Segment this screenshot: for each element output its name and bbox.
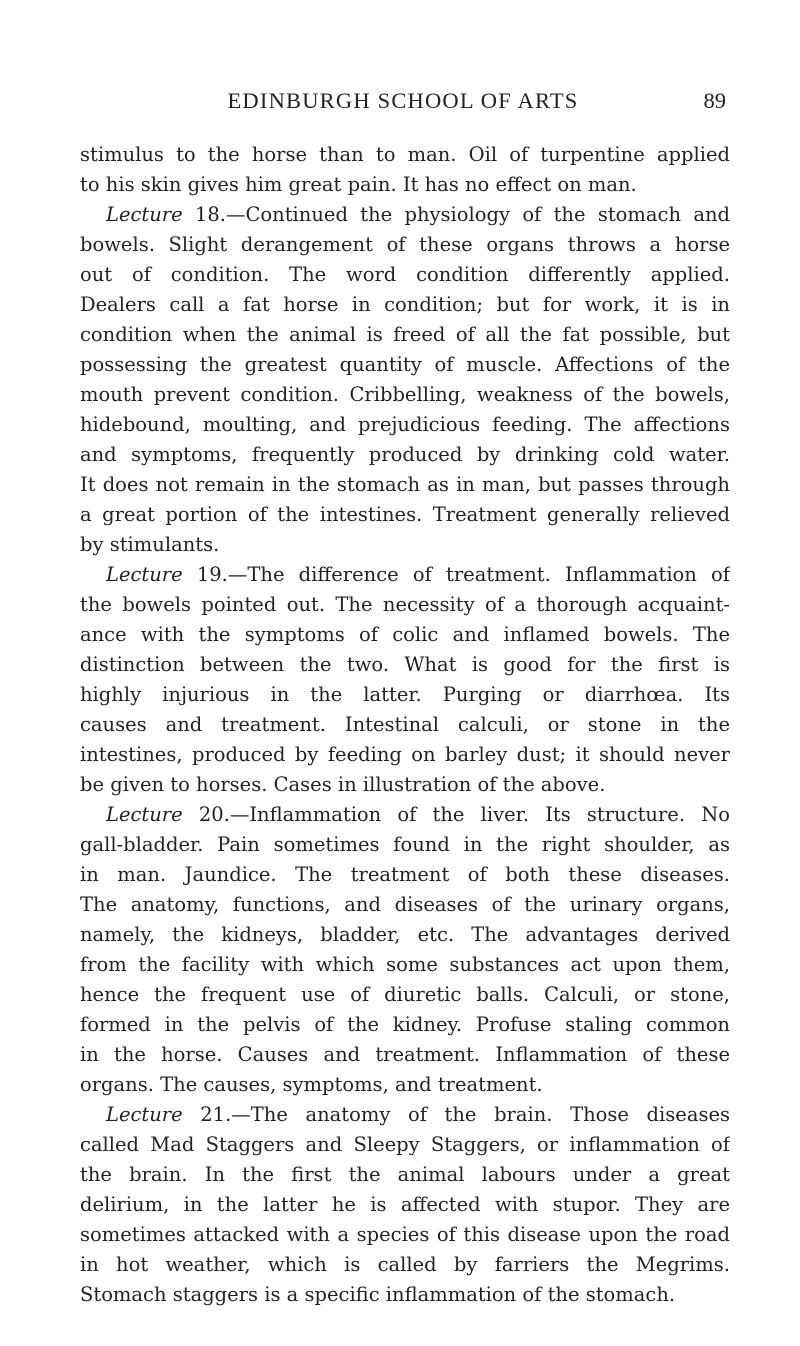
text-line: Lecture 20.—Inflammation of the liver. Its structure. No — [106, 803, 730, 826]
text-line: Lecture 21.—The anatomy of the brain. Those diseases — [106, 1103, 730, 1126]
text-line: stimulus to the horse than to man. Oil of turpentine applied — [80, 143, 730, 166]
lecture-label: Lecture — [106, 203, 183, 226]
text-line: gall-bladder. Pain sometimes found in the right shoulder, as — [80, 833, 730, 856]
text-line: It does not remain in the stomach as in man, but passes through — [80, 473, 730, 496]
text-line: formed in the pelvis of the kidney. Profuse staling common — [80, 1013, 730, 1036]
text-line: by stimulants. — [80, 533, 220, 556]
text-line: in the horse. Causes and treatment. Inflammation of these — [80, 1043, 730, 1066]
text-line: causes and treatment. Intestinal calculi, or stone in the — [80, 713, 730, 736]
text-line: bowels. Slight derangement of these organs throws a horse — [80, 233, 730, 256]
text-line: possessing the greatest quantity of muscle. Affections of the — [80, 353, 730, 376]
text-line: called Mad Staggers and Sleepy Staggers, or inflammation of — [80, 1133, 730, 1156]
body-text — [80, 140, 730, 1310]
text-line: namely, the kidneys, bladder, etc. The advantages derived — [80, 923, 730, 946]
text-line: the brain. In the first the animal labours under a great — [80, 1163, 730, 1186]
text-line: a great portion of the intestines. Treatment generally relieved — [80, 503, 730, 526]
text-line: distinction between the two. What is good for the first is — [80, 653, 730, 676]
text-line: in man. Jaundice. The treatment of both these diseases. — [80, 863, 730, 886]
text-line: out of condition. The word condition differently applied. — [80, 263, 730, 286]
text-line: Stomach staggers is a specific inflammation of the stomach. — [80, 1283, 676, 1306]
text-line: organs. The causes, symptoms, and treatment. — [80, 1073, 543, 1096]
text-line: intestines, produced by feeding on barley dust; it should never — [80, 743, 730, 766]
text-line: sometimes attacked with a species of this disease upon the road — [80, 1223, 730, 1246]
text-line: and symptoms, frequently produced by drinking cold water. — [80, 443, 730, 466]
text-line: mouth prevent condition. Cribbelling, weakness of the bowels, — [80, 383, 730, 406]
text-line: be given to horses. Cases in illustration of the above. — [80, 773, 606, 796]
text-line: from the facility with which some substances act upon them, — [80, 953, 730, 976]
text-line: Lecture 18.—Continued the physiology of the stomach and — [106, 203, 730, 226]
text-line: The anatomy, functions, and diseases of the urinary organs, — [80, 893, 730, 916]
text-line: in hot weather, which is called by farriers the Megrims. — [80, 1253, 730, 1276]
text-line: to his skin gives him great pain. It has no effect on man. — [80, 173, 637, 196]
lecture-label: Lecture — [106, 563, 183, 586]
lecture-label: Lecture — [106, 803, 183, 826]
running-title: EDINBURGH SCHOOL OF ARTS — [227, 88, 579, 113]
text-line: hence the frequent use of diuretic balls. Calculi, or stone, — [80, 983, 730, 1006]
text-line: delirium, in the latter he is affected with stupor. They are — [80, 1193, 730, 1216]
running-head — [80, 88, 726, 118]
text-line: the bowels pointed out. The necessity of a thorough acquaint- — [80, 593, 730, 616]
text-line: ance with the symptoms of colic and inflamed bowels. The — [80, 623, 730, 646]
lecture-label: Lecture — [106, 1103, 183, 1126]
page-number: 89 — [703, 88, 726, 113]
text-line: Dealers call a fat horse in condition; but for work, it is in — [80, 293, 730, 316]
text-line: hidebound, moulting, and prejudicious feeding. The affections — [80, 413, 730, 436]
text-line: highly injurious in the latter. Purging or diarrhœa. Its — [80, 683, 730, 706]
text-line: Lecture 19.—The difference of treatment. Inflammation of — [106, 563, 730, 586]
text-line: condition when the animal is freed of all the fat possible, but — [80, 323, 730, 346]
